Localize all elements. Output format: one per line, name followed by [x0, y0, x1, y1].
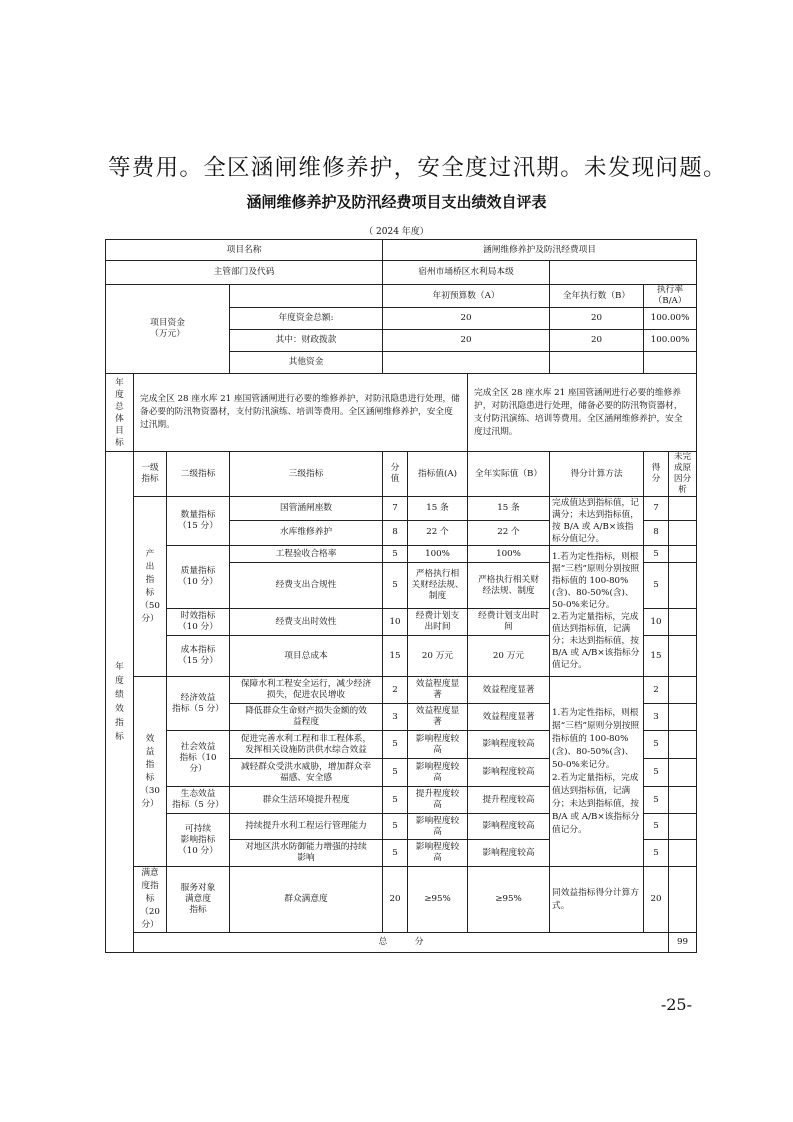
header-score: 得 分: [644, 452, 669, 497]
indicator-reason: [669, 704, 697, 731]
indicator-l2: 质量指标 （10 分）: [167, 546, 230, 609]
indicator-l3: 群众满意度: [230, 867, 383, 933]
total-score: 99: [669, 933, 697, 953]
funds-row-label: 年度资金总额:: [230, 308, 383, 330]
funds-exec: [550, 352, 644, 374]
total-label: 总 分: [134, 933, 669, 953]
indicator-target: 20 万元: [408, 636, 468, 677]
indicator-target: 效益程度显 著: [408, 677, 468, 704]
funds-label: 项目资金 （万元）: [106, 285, 230, 374]
table-title: 涵闸维修养护及防汛经费项目支出绩效自评表: [246, 193, 547, 211]
header-actual: 全年实际值（B）: [468, 452, 550, 497]
funds-budget: [383, 352, 550, 374]
indicator-section-label: 年 度 绩 效 指 标: [106, 452, 134, 953]
indicator-score: 15: [644, 636, 669, 677]
benefit-method: 1.若为定性指标，则根据“三档”原则分别按照指标值的 100-80%(含)、80-50%(含)、50-0%来记分。 2.若为定量指标，完成值达到指标值，记满分；未达到指标值，按 B/A 或 A/B×该指标分值记分。: [550, 677, 644, 867]
funds-exec: 20: [550, 308, 644, 330]
indicator-row: [106, 546, 697, 563]
indicator-weight: 5: [383, 731, 408, 759]
goal-row: [106, 374, 697, 452]
indicator-weight: 3: [383, 704, 408, 731]
project-name-label: 项目名称: [106, 240, 383, 261]
indicator-score: 10: [644, 609, 669, 636]
indicator-actual: 效益程度显著: [468, 677, 550, 704]
indicator-actual: 提升程度较高: [468, 787, 550, 814]
indicator-weight: 8: [383, 520, 408, 545]
year-label: （ 2024 年度）: [364, 227, 429, 237]
goal-label: 年 度 总 体 目 标: [106, 374, 134, 452]
indicator-l3: 减轻群众受洪水威胁，增加群众幸 福感、安全感: [230, 759, 383, 787]
indicator-l3: 项目总成本: [230, 636, 383, 677]
indicator-actual: 效益程度显著: [468, 704, 550, 731]
indicator-l2: 经济效益 指标（5 分）: [167, 677, 230, 731]
satisfaction-method: 同效益指标得分计算方式。: [550, 867, 644, 933]
indicator-target: 影响程度较 高: [408, 840, 468, 867]
indicator-l2: 成本指标 （15 分）: [167, 636, 230, 677]
indicator-actual: 影响程度较高: [468, 731, 550, 759]
funds-col-rate: 执行率（B/A）: [644, 285, 697, 308]
indicator-actual: 100%: [468, 546, 550, 563]
output-method-a: 完成值达到指标值，记满分；未达到指标值，按 B/A 或 A/B×该指标分值记分。: [550, 497, 644, 546]
indicator-l2: 生态效益 指标（5 分）: [167, 787, 230, 814]
indicator-target: ≥95%: [408, 867, 468, 933]
indicator-score: 5: [644, 814, 669, 840]
indicator-actual: 影响程度较高: [468, 840, 550, 867]
output-label: 产 出 指 标 （50 分）: [134, 497, 167, 677]
indicator-weight: 15: [383, 636, 408, 677]
funds-rate: 100.00%: [644, 330, 697, 352]
indicator-reason: [669, 546, 697, 563]
indicator-l2: 社会效益 指标（10 分）: [167, 731, 230, 787]
indicator-actual: 15 条: [468, 497, 550, 521]
funds-header-row: [106, 285, 697, 308]
funds-header-blank: [230, 285, 383, 308]
indicator-weight: 5: [383, 759, 408, 787]
funds-rate: 100.00%: [644, 308, 697, 330]
goal-planned: 完成全区 28 座水库 21 座国管涵闸进行必要的维修养护，对防汛隐患进行处理，储备必要的防汛物资器材，支付防汛演练、培训等费用。全区涵闸维修养护，安全度过汛期。: [134, 374, 468, 452]
indicator-score: 5: [644, 546, 669, 563]
indicator-actual: 20 万元: [468, 636, 550, 677]
indicator-weight: 5: [383, 546, 408, 563]
indicator-weight: 20: [383, 867, 408, 933]
dept-label: 主管部门及代码: [106, 261, 383, 285]
indicator-l3: 对地区洪水防御能力增强的持续 影响: [230, 840, 383, 867]
indicator-score: 8: [644, 520, 669, 545]
indicator-reason: [669, 759, 697, 787]
header-l3: 三级指标: [230, 452, 383, 497]
funds-rate: [644, 352, 697, 374]
indicator-target: 影响程度较 高: [408, 759, 468, 787]
indicator-actual: 影响程度较高: [468, 814, 550, 840]
indicator-row: [106, 867, 697, 933]
benefit-label: 效 益 指 标 （30 分）: [134, 677, 167, 867]
header-l2: 二级指标: [167, 452, 230, 497]
satisfaction-label: 满意 度指 标 （20 分）: [134, 867, 167, 933]
indicator-l2: 数量指标 （15 分）: [167, 497, 230, 546]
header-weight: 分 值: [383, 452, 408, 497]
indicator-reason: [669, 787, 697, 814]
indicator-reason: [669, 731, 697, 759]
indicator-header-row: [106, 452, 697, 497]
indicator-weight: 7: [383, 497, 408, 521]
indicator-score: 5: [644, 731, 669, 759]
total-row: [106, 933, 697, 953]
funds-budget: 20: [383, 330, 550, 352]
indicator-reason: [669, 563, 697, 609]
header-l1: 一级 指标: [134, 452, 167, 497]
indicator-weight: 5: [383, 787, 408, 814]
indicator-weight: 5: [383, 840, 408, 867]
funds-exec: 20: [550, 330, 644, 352]
indicator-l3: 降低群众生命财产损失金额的效 益程度: [230, 704, 383, 731]
indicator-target: 100%: [408, 546, 468, 563]
indicator-weight: 5: [383, 814, 408, 840]
indicator-reason: [669, 814, 697, 840]
indicator-actual: 影响程度较高: [468, 759, 550, 787]
indicator-row: [106, 497, 697, 521]
project-name-row: [106, 240, 697, 261]
indicator-reason: [669, 609, 697, 636]
indicator-l3: 国管涵闸座数: [230, 497, 383, 521]
header-method: 得分计算方法: [550, 452, 644, 497]
project-name-value: 涵闸维修养护及防汛经费项目: [383, 240, 697, 261]
indicator-score: 5: [644, 563, 669, 609]
funds-row-label: 其他资金: [230, 352, 383, 374]
indicator-reason: [669, 840, 697, 867]
indicator-weight: 5: [383, 563, 408, 609]
indicator-target: 影响程度较 高: [408, 814, 468, 840]
funds-col-exec: 全年执行数（B）: [550, 285, 644, 308]
indicator-l2: 时效指标 （10 分）: [167, 609, 230, 636]
indicator-weight: 10: [383, 609, 408, 636]
indicator-actual: 严格执行相关财 经法规、制度: [468, 563, 550, 609]
output-method-b: 1.若为定性指标，则根据“三档”原则分别按照指标值的 100-80%(含)、80-50%(含)、50-0%来记分。 2.若为定量指标，完成值达到指标值，记满分；未达到指标值，按 B/A 或 A/B×该指标分值记分。: [550, 546, 644, 677]
funds-row-label: 其中：财政拨款: [230, 330, 383, 352]
indicator-score: 5: [644, 840, 669, 867]
indicator-target: 严格执行相 关财经法规、 制度: [408, 563, 468, 609]
indicator-score: 5: [644, 787, 669, 814]
dept-code: [550, 261, 697, 285]
indicator-l3: 工程验收合格率: [230, 546, 383, 563]
indicator-actual: 22 个: [468, 520, 550, 545]
indicator-target: 经费计划支 出时间: [408, 609, 468, 636]
indicator-score: 3: [644, 704, 669, 731]
indicator-reason: [669, 520, 697, 545]
indicator-target: 22 个: [408, 520, 468, 545]
header-reason: 未完成原 因分析: [669, 452, 697, 497]
indicator-reason: [669, 636, 697, 677]
indicator-actual: ≥95%: [468, 867, 550, 933]
indicator-row: [106, 677, 697, 704]
indicator-l3: 经费支出时效性: [230, 609, 383, 636]
page-number: -25-: [660, 995, 692, 1014]
indicator-score: 2: [644, 677, 669, 704]
indicator-target: 效益程度显 著: [408, 704, 468, 731]
indicator-reason: [669, 677, 697, 704]
header-target: 指标值(A): [408, 452, 468, 497]
indicator-l3: 经费支出合规性: [230, 563, 383, 609]
funds-col-budget: 年初预算数（A）: [383, 285, 550, 308]
indicator-l2: 可持续 影响指标 （10 分）: [167, 814, 230, 867]
indicator-score: 5: [644, 759, 669, 787]
indicator-l3: 保障水利工程安全运行，减少经济 损失，促进农民增收: [230, 677, 383, 704]
indicator-target: 15 条: [408, 497, 468, 521]
indicator-actual: 经费计划支出时 间: [468, 609, 550, 636]
indicator-l3: 持续提升水利工程运行管理能力: [230, 814, 383, 840]
dept-value: 宿州市埇桥区水利局本级: [383, 261, 550, 285]
indicator-l3: 群众生活环境提升程度: [230, 787, 383, 814]
indicator-target: 影响程度较 高: [408, 731, 468, 759]
indicator-weight: 2: [383, 677, 408, 704]
funds-budget: 20: [383, 308, 550, 330]
indicator-reason: [669, 867, 697, 933]
goal-actual: 完成全区 28 座水库 21 座国管涵闸进行必要的维修养护，对防汛隐患进行处理，储备必要的防汛物资器材，支付防汛演练、培训等费用。全区涵闸维修养护，安全度过汛期。: [468, 374, 697, 452]
dept-row: [106, 261, 697, 285]
indicator-score: 7: [644, 497, 669, 521]
intro-line: 等费用。全区涵闸维修养护，安全度过汛期。未发现问题。: [108, 155, 727, 181]
indicator-reason: [669, 497, 697, 521]
performance-table: [105, 239, 697, 953]
indicator-score: 20: [644, 867, 669, 933]
indicator-l3: 促进完善水利工程和非工程体系， 发挥相关设施防洪供水综合效益: [230, 731, 383, 759]
indicator-target: 提升程度较 高: [408, 787, 468, 814]
indicator-l3: 水库维修养护: [230, 520, 383, 545]
indicator-l2: 服务对象 满意度 指标: [167, 867, 230, 933]
